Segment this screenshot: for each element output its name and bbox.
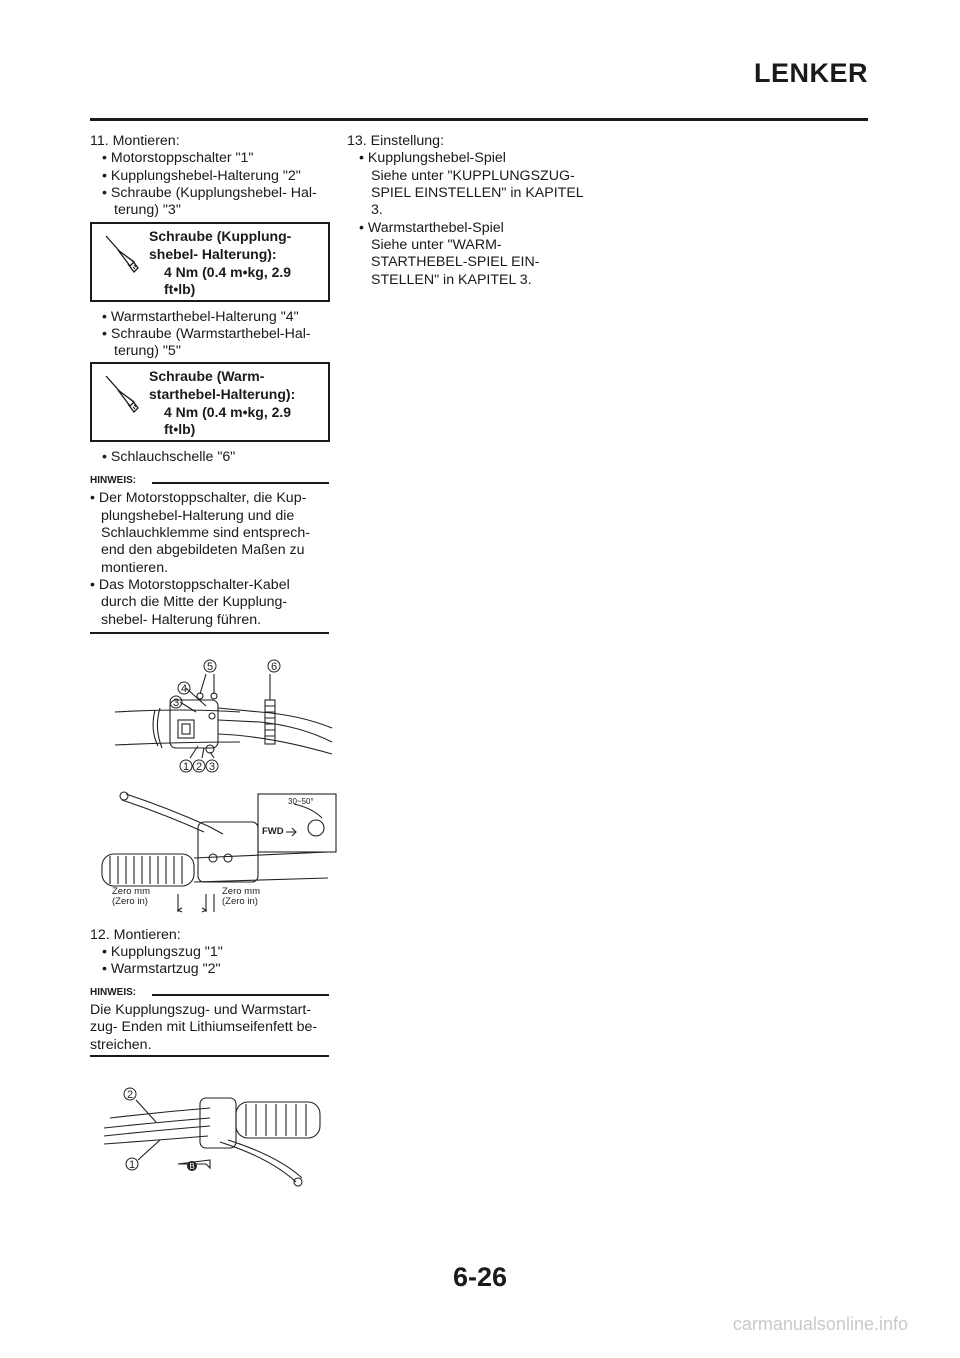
bullet-warmstarthebel-halterung: • Warmstarthebel-Halterung "4" <box>102 309 299 325</box>
spec-title-2b: starthebel-Halterung): <box>149 386 296 402</box>
callout-3a: 3 <box>172 697 180 709</box>
callout-5: 5 <box>206 661 214 673</box>
spec-value-2a: 4 Nm (0.4 m•kg, 2.9 <box>164 404 292 420</box>
bullet-warmstarthebel-spiel: • Warmstarthebel-Spiel <box>359 220 504 236</box>
bullet-schraube-warm: • Schraube (Warmstarthebel-Hal- <box>102 326 311 342</box>
zero-label-1b: (Zero in) <box>112 896 148 907</box>
note-2-line-3: streichen. <box>90 1037 152 1053</box>
note-1-line-5: montieren. <box>101 560 169 576</box>
ref-warm-2: STARTHEBEL-SPIEL EIN- <box>371 254 540 270</box>
note-rule-2 <box>152 994 329 996</box>
spec-value-2b: ft•lb) <box>164 421 196 437</box>
callout-3b: 3 <box>208 761 216 773</box>
spec-value-1b: ft•lb) <box>164 281 196 297</box>
figure-cable-installation <box>100 1078 330 1190</box>
bullet-motorstoppschalter: • Motorstoppschalter "1" <box>102 150 254 166</box>
note-2-line-1: Die Kupplungszug- und Warmstart- <box>90 1002 312 1018</box>
zero-label-2a: Zero mm <box>222 886 260 897</box>
callout-4: 4 <box>180 683 188 695</box>
page-number: 6-26 <box>452 1262 508 1292</box>
bullet-schraube-kupplung: • Schraube (Kupplungshebel- Hal- <box>102 185 317 201</box>
note-end-rule-1 <box>90 632 329 634</box>
bullet-schraube-kupplung-cont: terung) "3" <box>114 202 181 218</box>
note-1-line-3: Schlauchklemme sind entsprech- <box>101 525 310 541</box>
note-label-2: HINWEIS: <box>90 987 137 998</box>
bullet-schraube-warm-cont: terung) "5" <box>114 343 181 359</box>
figure-lever-clearance <box>98 786 338 916</box>
zero-label-1a: Zero mm <box>112 886 150 897</box>
page-title: LENKER <box>753 58 868 88</box>
wrench-icon <box>100 232 144 276</box>
bullet-kupplungshebel-halterung: • Kupplungshebel-Halterung "2" <box>102 168 301 184</box>
spec-title-2a: Schraube (Warm- <box>149 368 265 384</box>
note-end-rule-2 <box>90 1055 329 1057</box>
figure-switch-assembly <box>110 650 335 780</box>
note-1-line-1: • Der Motorstoppschalter, die Kup- <box>90 490 307 506</box>
bullet-kupplungshebel-spiel: • Kupplungshebel-Spiel <box>359 150 506 166</box>
note-rule-1 <box>152 482 329 484</box>
watermark: carmanualsonline.info <box>732 1314 908 1334</box>
ref-kupplung-3: 3. <box>371 202 383 218</box>
fwd-label: FWD <box>262 826 284 837</box>
note-1-line-8: shebel- Halterung führen. <box>101 612 262 628</box>
torque-spec-box-2 <box>90 362 330 442</box>
note-1-line-2: plungshebel-Halterung und die <box>101 508 295 524</box>
spec-value-1a: 4 Nm (0.4 m•kg, 2.9 <box>164 264 292 280</box>
bullet-warmstartzug: • Warmstartzug "2" <box>102 961 221 977</box>
ref-kupplung-1: Siehe unter "KUPPLUNGSZUG- <box>371 168 575 184</box>
angle-label: 30~50° <box>288 797 314 806</box>
note-1-line-7: durch die Mitte der Kupplung- <box>101 594 288 610</box>
torque-spec-box-1 <box>90 222 330 302</box>
callout-cable-b: B <box>189 1162 195 1171</box>
callout-1: 1 <box>182 761 190 773</box>
header-rule <box>90 118 868 121</box>
callout-2: 2 <box>195 761 203 773</box>
note-1-line-4: end den abgebildeten Maßen zu <box>101 542 305 558</box>
callout-cable-1: 1 <box>128 1159 136 1171</box>
zero-label-2b: (Zero in) <box>222 896 258 907</box>
step-12: 12. Montieren: <box>90 927 181 943</box>
ref-warm-1: Siehe unter "WARM- <box>371 237 502 253</box>
step-11: 11. Montieren: <box>90 133 180 149</box>
step-13: 13. Einstellung: <box>347 133 445 149</box>
note-2-line-2: zug- Enden mit Lithiumseifenfett be- <box>90 1019 318 1035</box>
ref-warm-3: STELLEN" in KAPITEL 3. <box>371 272 532 288</box>
ref-kupplung-2: SPIEL EINSTELLEN" in KAPITEL <box>371 185 584 201</box>
callout-cable-2: 2 <box>126 1089 134 1101</box>
spec-title-1b: shebel- Halterung): <box>149 246 277 262</box>
callout-6: 6 <box>270 661 278 673</box>
bullet-schlauchschelle: • Schlauchschelle "6" <box>102 449 236 465</box>
spec-title-1a: Schraube (Kupplung- <box>149 228 292 244</box>
note-1-line-6: • Das Motorstoppschalter-Kabel <box>90 577 290 593</box>
bullet-kupplungszug: • Kupplungszug "1" <box>102 944 223 960</box>
wrench-icon <box>100 372 144 416</box>
note-label-1: HINWEIS: <box>90 475 137 486</box>
